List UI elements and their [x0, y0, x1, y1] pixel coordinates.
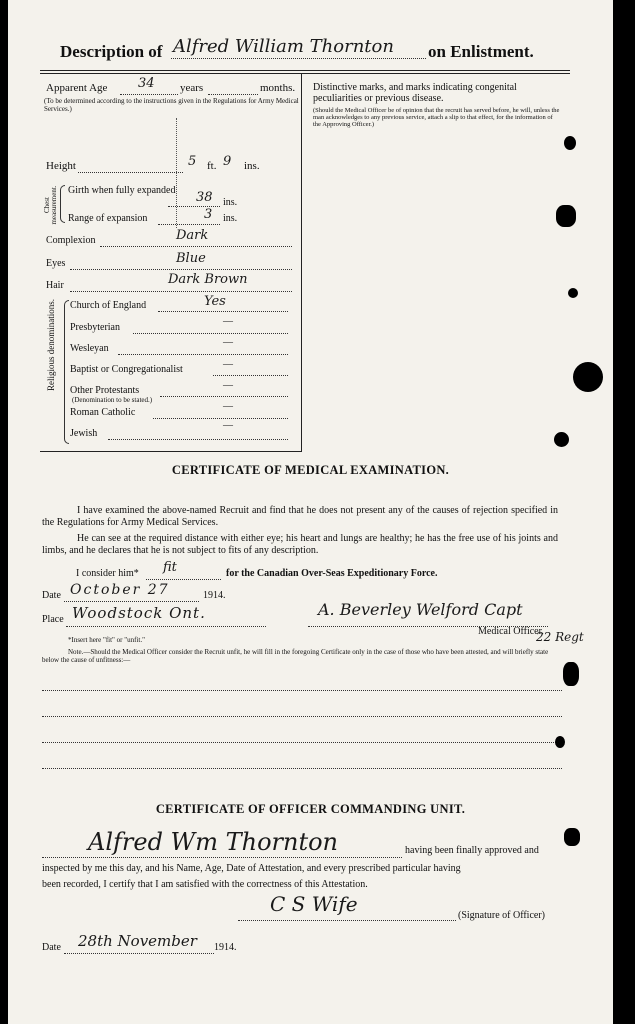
place-label: Place — [42, 614, 64, 625]
date-label: Date — [42, 590, 61, 601]
religion-item: Wesleyan — [70, 343, 109, 354]
religion-value: — — [223, 316, 233, 327]
religion-value: — — [223, 380, 233, 391]
religion-side-label: Religious denominations. — [46, 299, 56, 391]
hair-value: Dark Brown — [168, 272, 248, 287]
top-rule — [40, 70, 570, 71]
complexion-label: Complexion — [46, 235, 96, 246]
insert-note: *Insert here "fit" or "unfit." — [68, 636, 145, 644]
height-label: Height — [46, 160, 76, 172]
commanding-signature: C S Wife — [270, 892, 358, 916]
punch-hole — [564, 136, 576, 150]
commanding-text-3: been recorded, I certify that I am satisfied with the correctness of this Attestation. — [42, 879, 368, 890]
complexion-value: Dark — [176, 228, 209, 243]
commanding-date-value: 28th November — [78, 932, 197, 950]
months-label: months. — [260, 82, 296, 94]
consider-prefix: I consider him* — [76, 568, 139, 579]
medical-officer-note: 22 Regt — [536, 630, 584, 644]
punch-hole — [568, 288, 578, 298]
ins-label: ins. — [244, 160, 260, 172]
place-value: Woodstock Ont. — [72, 604, 206, 622]
punch-hole — [573, 362, 603, 392]
chest-label: Chest measurement. — [43, 185, 58, 225]
title-prefix: Description of — [60, 42, 163, 61]
religion-item: Jewish — [70, 428, 98, 439]
religion-value: — — [223, 359, 233, 370]
religion-item: Baptist or Congregationalist — [70, 364, 183, 375]
religion-value: — — [223, 420, 233, 431]
religion-item: Other Protestants — [70, 385, 140, 396]
eyes-value: Blue — [176, 251, 206, 266]
medical-para-2: He can see at the required distance with either eye; his heart and lungs are healthy; he has the free use of his joints and limbs, and he declares that he is not subject to fits of any description. — [42, 533, 558, 556]
religion-item: Church of England — [70, 300, 147, 311]
punch-hole — [564, 828, 580, 846]
punch-hole — [555, 736, 565, 748]
religion-item: (Denomination to be stated.) — [72, 396, 153, 404]
commanding-name: Alfred Wm Thornton — [88, 828, 339, 856]
punch-hole — [554, 432, 569, 447]
expansion-value: 3 — [204, 207, 213, 222]
religion-item: Roman Catholic — [70, 407, 136, 418]
commanding-sig-label: (Signature of Officer) — [458, 910, 546, 921]
date-year: 1914. — [203, 590, 226, 601]
medical-officer-signature: A. Beverley Welford Capt — [318, 600, 523, 619]
date-value: October 27 — [70, 582, 170, 598]
age-label: Apparent Age — [46, 82, 108, 94]
consider-suffix: for the Canadian Over-Seas Expeditionary Force. — [226, 568, 438, 579]
girth-label: Girth when fully expanded — [68, 185, 176, 196]
years-label: years — [180, 82, 204, 94]
commanding-date-label: Date — [42, 942, 61, 953]
commanding-text-1: having been finally approved and — [405, 845, 539, 856]
height-ft: 5 — [188, 154, 197, 169]
punch-hole — [563, 662, 579, 686]
recruit-name: Alfred William Thornton — [173, 36, 394, 57]
age-value: 34 — [138, 76, 155, 91]
religion-value: — — [223, 337, 233, 348]
commanding-year: 1914. — [214, 942, 237, 953]
commanding-heading: CERTIFICATE OF OFFICER COMMANDING UNIT. — [155, 802, 466, 816]
religion-value: Yes — [204, 294, 226, 309]
marks-heading: Distinctive marks, and marks indicating congenital peculiarities or previous disease. — [313, 82, 517, 104]
ft-label: ft. — [207, 160, 217, 172]
religion-item: Presbyterian — [70, 322, 120, 333]
religion-value: — — [223, 401, 233, 412]
eyes-label: Eyes — [46, 258, 66, 269]
age-note: (To be determined according to the instructions given in the Regulations for Army Medical Services.) — [44, 97, 299, 113]
height-in: 9 — [223, 154, 232, 169]
girth-value: 38 — [196, 190, 213, 205]
marks-note: (Should the Medical Officer be of opinion that the recruit has served before, he will, unless the man acknowledges to any previous service, attach a slip to that effect, for the information of the Approving Officer.) — [313, 107, 560, 128]
medical-heading: CERTIFICATE OF MEDICAL EXAMINATION. — [171, 463, 450, 477]
title-suffix: on Enlistment. — [428, 42, 534, 61]
unfit-note: Note.—Should the Medical Officer consider the Recruit unfit, he will fill in the foregoing Certificate only in the case of those who have been attested, and will briefly state below the cause of unfitness:— — [42, 648, 549, 664]
commanding-text-2: inspected by me this day, and his Name, Age, Date of Attestation, and every prescribed particular having — [42, 863, 461, 874]
medical-officer-label: Medical Officer. — [478, 626, 544, 637]
punch-hole — [556, 205, 576, 227]
attestation-page: Description of Alfred William Thornton on Enlistment. Apparent Age 34 years months. (To be determined according to the instructions given in the Regulations for Army Medical Services.) Height 5 ft. 9 ins. Chest measurement. Girth when fully expanded 38 ins. Range of expansion 3 ins. Complexion Dark Eyes Blue Hair Dark Brown Religious denominations. Church of England Yes Presbyterian — Wesleyan — Baptist or Congregationalist — Other Protestants — (Denomination to be stated.) Roman Catholic — Jewish — Distinctive marks, and marks indicating congenital peculiarities or previous disease. (Should the Medical Officer be of opinion that the recruit has served before, he will, unless the man acknowledges to any previous service, attach a slip to that effect, for the information of the Approving Officer.) CERTIFICATE OF MEDICAL EXAMINATION. I have examined the above-named Recruit and find that he does not present any of the causes of rejection specified in the Regulations for Army Medical Services. He can see at the required distance with either eye; his heart and lungs are healthy; he has the free use of his joints and limbs, and he declares that he is not subject to fits of any description. I consider him* fit for the Canadian Over-Seas Expeditionary Force. Date October 27 1914. Place Woodstock Ont. A. Beverley Welford Capt Medical Officer. 22 Regt *Insert here "fit" or "unfit." Note.—Should the Medical Officer consider the Recruit unfit, he will fill in the foregoing Certificate only in the case of those who have been attested, and will briefly state below the cause of unfitness:— CERTIFICATE OF OFFICER COMMANDING UNIT. Alfred Wm Thornton having been finally approved and inspected by me this day, and his Name, Age, Date of Attestation, and every prescribed particular having been recorded, I certify that I am satisfied with the correctness of this Attestation. C S Wife (Signature of Officer) Date 28th November 1914. — [8, 0, 613, 1024]
consider-value: fit — [163, 560, 177, 575]
column-divider — [301, 73, 302, 451]
expansion-label: Range of expansion — [68, 213, 148, 224]
medical-para-1: I have examined the above-named Recruit and find that he does not present any of the causes of rejection specified in the Regulations for Army Medical Services. — [42, 505, 558, 528]
hair-label: Hair — [46, 280, 64, 291]
